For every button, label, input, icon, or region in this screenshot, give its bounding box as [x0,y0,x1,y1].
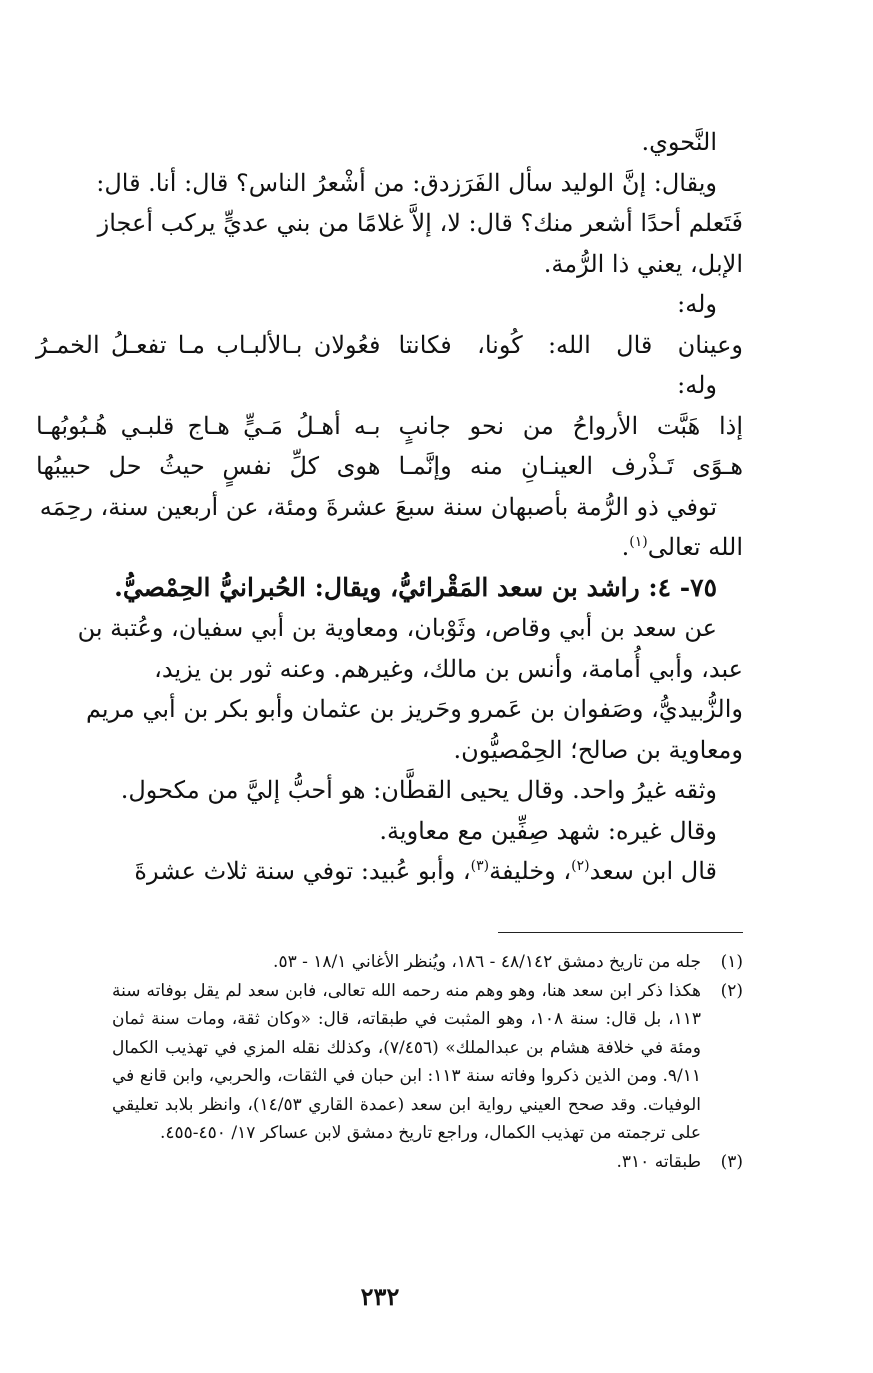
text-line: عن سعد بن أبي وقاص، وثَوْبان، ومعاوية بن أبي سفيان، وعُتبة بن [77,614,717,642]
verse-second-half: بـه أهـلُ مَـيٍّ هـاج قلبـي هُـبُوبُهـا [36,411,381,440]
poem-verse [36,446,743,487]
footnote-ref[interactable]: (١) [629,534,648,550]
text-line: والزُّبيديُّ، وصَفوان بن عَمرو وحَريز بن عثمان وأبو بكر بن أبي مريم [85,695,743,723]
verse-second-half: فعُولان بـالألبـاب مـا تفعـلُ الخمـرُ [36,330,381,359]
verse-first-half: وعينان قال الله: كُونا، فكانتا [398,330,743,359]
text-line: الله تعالى$^{(١)}$. [621,533,743,561]
poem-verse [36,325,743,366]
text-span: ، وخليفة [489,857,572,885]
footnote-text: طبقاته ٣١٠. [616,1151,701,1172]
footnote [112,977,743,1148]
text-span: الله تعالى [647,533,743,561]
footnote-number: (١) [720,952,743,972]
text-line: فَتَعلم أحدًا أشعر منك؟ قال: لا، إلاَّ غلامًا من بني عديٍّ يركب أعجاز [97,209,743,237]
text-span: قال ابن سعد [589,857,717,885]
footnote-text: جله من تاريخ دمشق ٤٨/١٤٢ - ١٨٦، ويُنظر الأغاني ١٨/١ - ٥٣. [273,952,701,972]
footnote-ref[interactable]: (٢) [571,858,590,874]
footnote-number: (٣) [720,1151,743,1172]
text-line [36,851,743,892]
text-line: عبد، وأبي أُمامة، وأنس بن مالك، وغيرهم. وعنه ثور بن يزيد، [154,654,743,683]
text-line: توفي ذو الرُّمة بأصبهان سنة سبعَ عشرةَ ومئة، عن أربعين سنة، رحِمَه [39,492,717,521]
footnotes [112,948,743,1176]
footnote [112,948,743,977]
footnote-text: هكذا ذكر ابن سعد هنا، وهو وهم منه رحمه الله تعالى، فابن سعد لم يقل بوفاته سنة ١١٣، بل قال: سنة ١٠٨، وهو المثبت في طبقاته، قال: «وكان ثقة، ومات سنة ثمان ومئة في خلافة هشام بن عبدالملك» (٧/٤٥٦)، وكذلك نقله المزي في تهذيب الكمال ٩/١١. ومن الذين ذكروا وفاته سنة ١١٣: ابن حبان في الثقات، والحربي، وابن قانع في الوفيات. وقد صحح العيني رواية ابن سعد (عمدة القاري ١٤/٥٣)، وانظر بلابد تعليقي على ترجمته من تهذيب الكمال، وراجع تاريخ دمشق لابن عساكر ١٧/ ٤٥٠-٤٥٥. [112,980,701,1143]
verse-first-half: إذا هَبَّت الأرواحُ من نحو جانبٍ [398,411,743,440]
text-line: وقال غيره: شهد صِفِّين مع معاوية. [379,816,717,845]
main-text [36,122,743,892]
footnote [112,1148,743,1177]
text-line: وثقه غيرُ واحد. وقال يحيى القطَّان: هو أحبُّ إليَّ من مكحول. [120,776,717,804]
poem-verse [36,406,743,447]
entry-heading: ٧٥- ٤: راشد بن سعد المَقْرائيُّ، ويقال: الحُبرانيُّ الحِمْصيُّ. [114,572,717,602]
verse-second-half: هوى كلِّ نفسٍ حيثُ حل حبيبُها [36,452,381,480]
footnote-divider [498,932,743,933]
text-line: النَّحوي. [641,128,717,156]
text-line: الإبل، يعني ذا الرُّمة. [543,249,743,278]
text-span: ، وأبو عُبيد: توفي سنة ثلاث عشرةَ [134,857,471,885]
page-number: ٢٣٢ [360,1282,400,1311]
text-line: ومعاوية بن صالح؛ الحِمْصيُّون. [453,735,743,764]
verse-intro: وله: [677,371,717,399]
footnote-ref[interactable]: (٣) [470,858,490,874]
verse-intro: وله: [677,290,717,318]
verse-first-half: هـوًى تَـذْرف العينـانِ منه وإنَّمـا [398,452,743,480]
text-line: ويقال: إنَّ الوليد سأل الفَرَزدق: من أشْعرُ الناس؟ قال: أنا. قال: [96,168,717,197]
footnote-number: (٢) [720,980,743,1001]
